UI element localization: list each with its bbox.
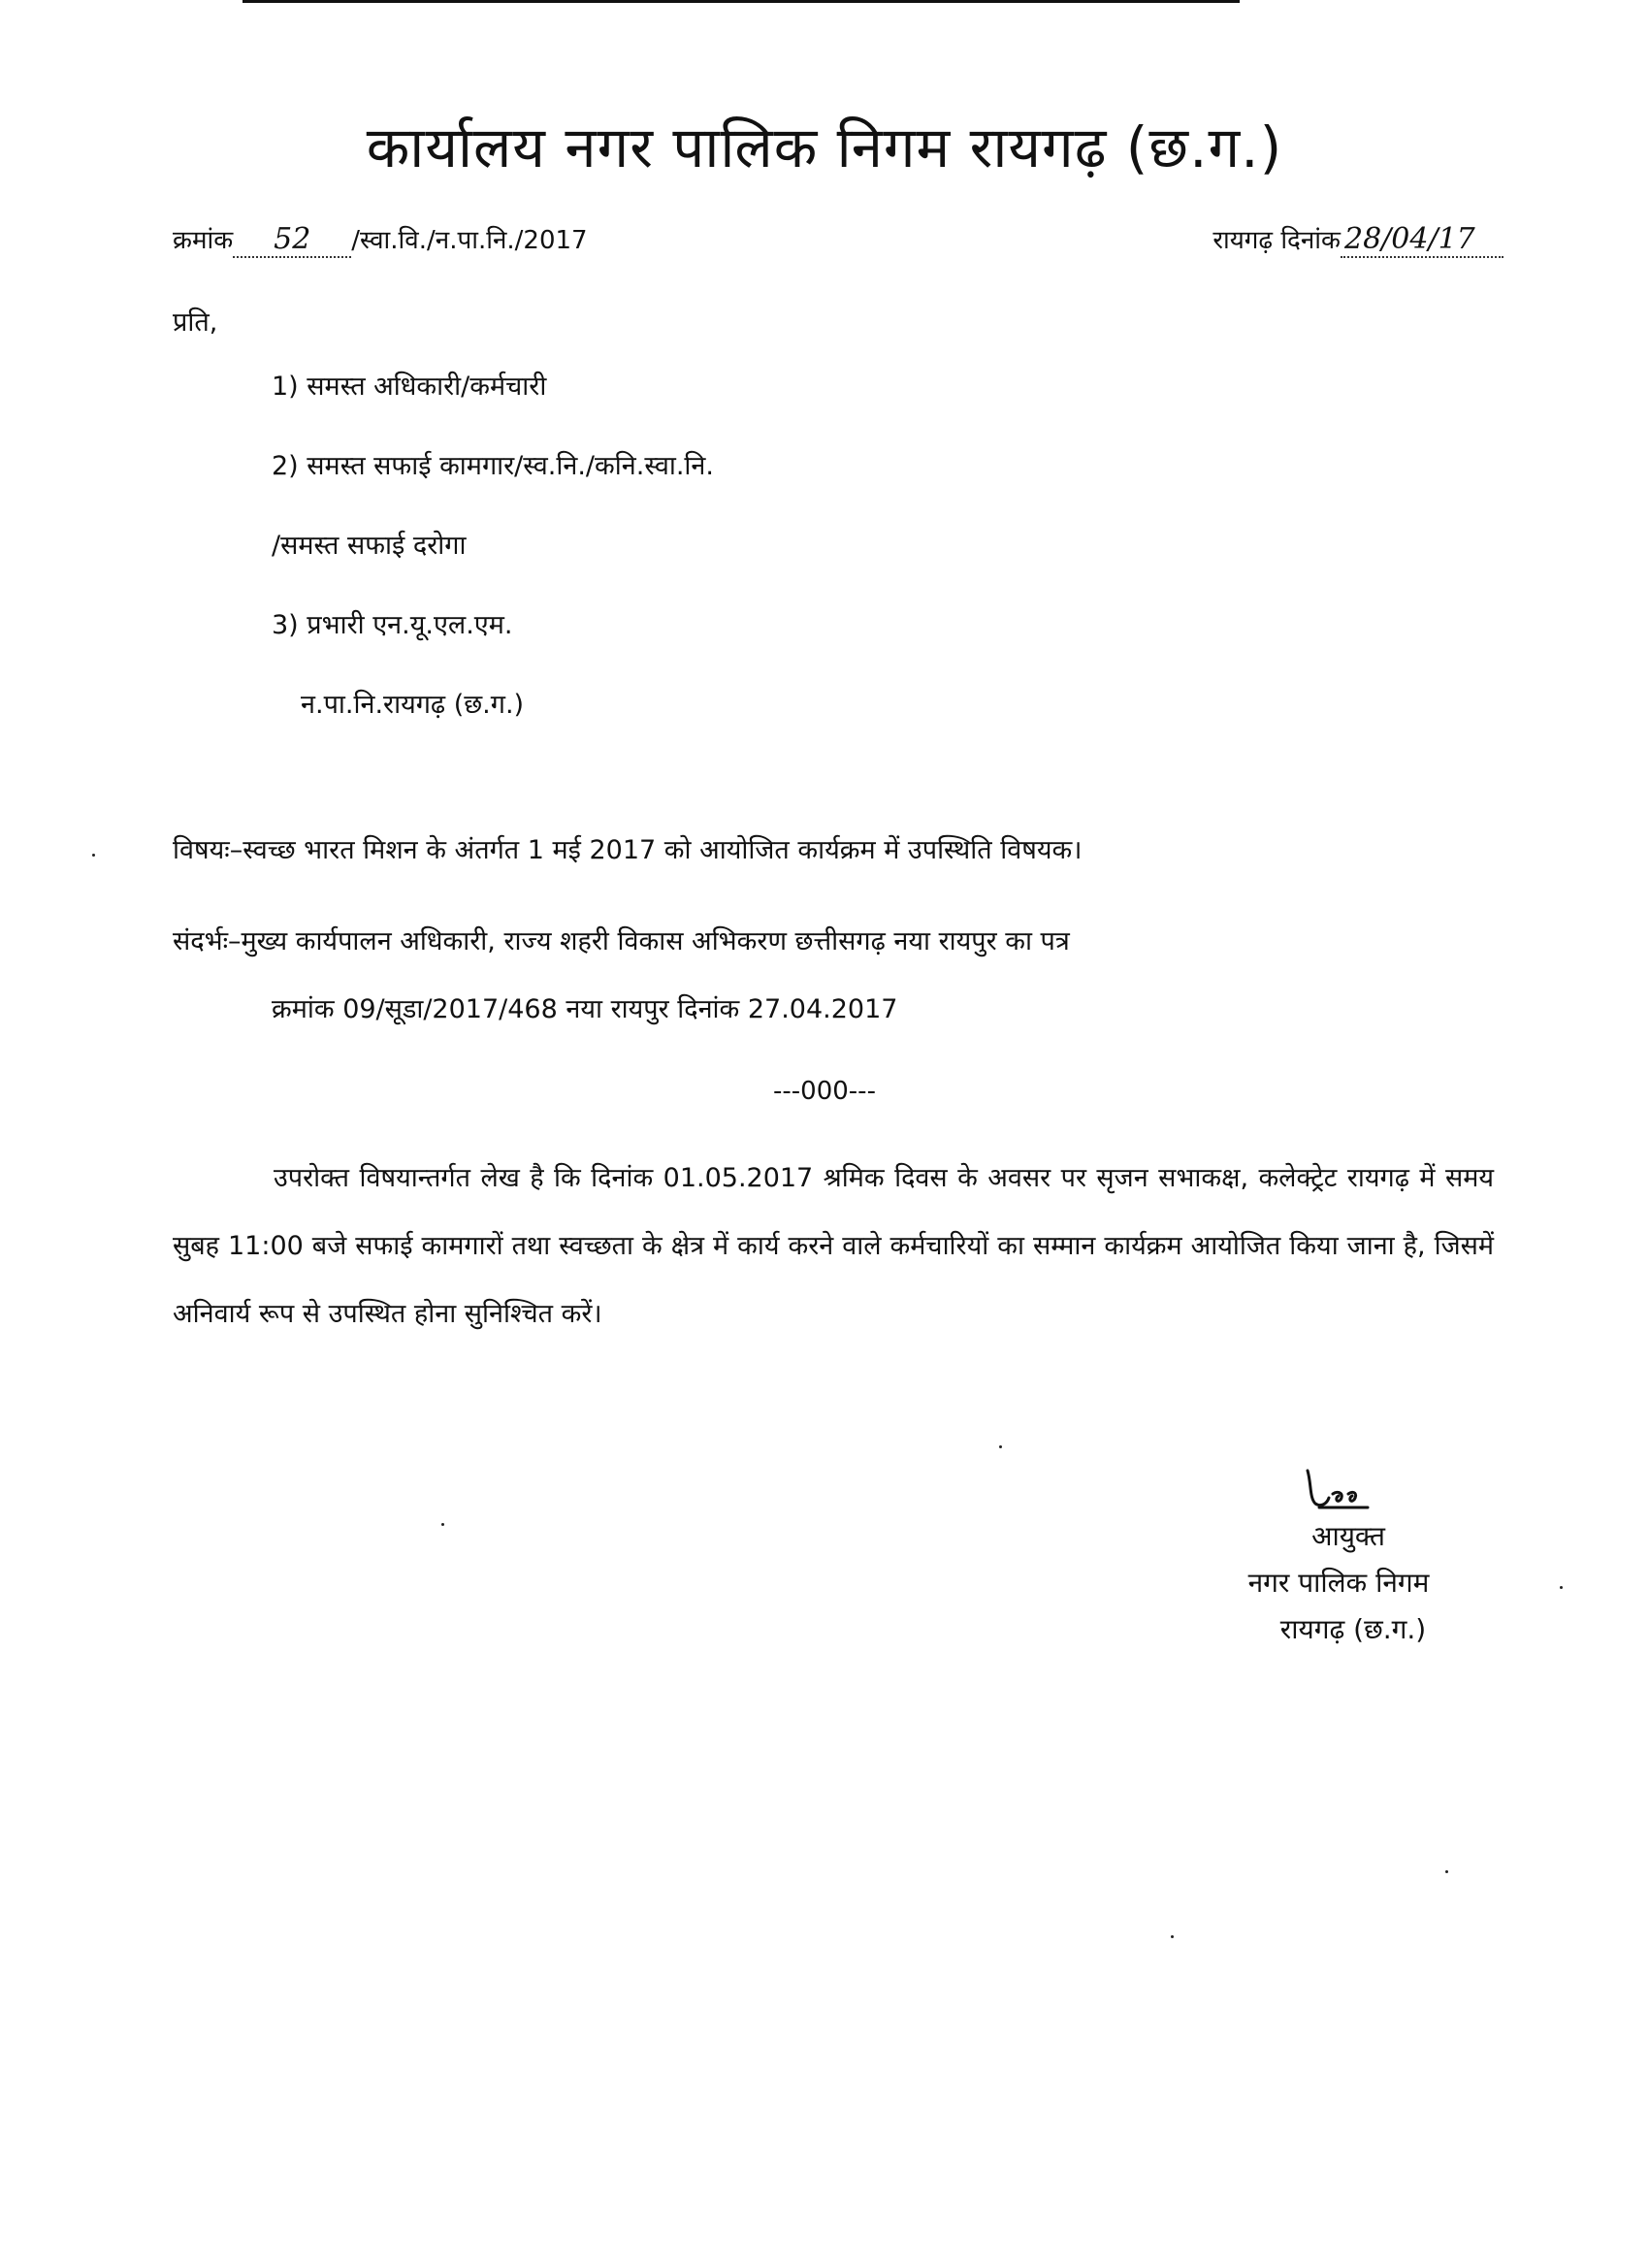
- recipient-list: [272, 373, 714, 771]
- addressee-heading: प्रति,: [173, 308, 218, 338]
- handwritten-signature: [1183, 1465, 1494, 1513]
- recipient-item: 2) समस्त सफाई कामगार/स्व.नि./कनि.स्वा.नि.: [272, 451, 714, 481]
- recipient-item: न.पा.नि.रायगढ़ (छ.ग.): [301, 690, 525, 720]
- top-rule-fragment: [1191, 0, 1240, 3]
- scan-speck: [441, 1523, 444, 1526]
- recipient-item: 3) प्रभारी एन.यू.एल.एम.: [272, 610, 513, 640]
- recipient-item: /समस्त सफाई दरोगा: [272, 531, 467, 561]
- signatory-designation: आयुक्त: [1311, 1520, 1385, 1552]
- reference-letter-line-1: संदर्भः–मुख्य कार्यपालन अधिकारी, राज्य शहरी विकास अभिकरण छत्तीसगढ़ नया रायपुर का पत्र: [173, 926, 1070, 956]
- kramank-suffix: /स्वा.वि./न.पा.नि./2017: [351, 226, 588, 255]
- kramank-label: क्रमांक: [173, 226, 234, 255]
- reference-number-line: [173, 221, 588, 258]
- reference-letter-line-2: क्रमांक 09/सूडा/2017/468 नया रायपुर दिनांक 27.04.2017: [272, 994, 898, 1024]
- scan-speck: [1560, 1586, 1563, 1589]
- scan-speck: [92, 854, 95, 857]
- place-date-label: रायगढ़ दिनांक: [1212, 226, 1341, 255]
- top-rule: [242, 0, 1203, 3]
- place-date-line: [1212, 221, 1504, 258]
- recipient-item: 1) समस्त अधिकारी/कर्मचारी: [272, 372, 547, 402]
- section-separator: ---000---: [773, 1077, 876, 1106]
- handwritten-date: 28/04/17: [1341, 222, 1504, 258]
- scan-speck: [1445, 1870, 1448, 1873]
- letter-body: उपरोक्त विषयान्तर्गत लेख है कि दिनांक 01.05.2017 श्रमिक दिवस के अवसर पर सृजन सभाकक्ष, कलेक्ट्रेट रायगढ़ में समय सुबह 11:00 बजे सफाई कामगारों तथा स्वच्छता के क्षेत्र में कार्य करने वाले कर्मचारियों का सम्मान कार्यक्रम आयोजित किया जाना है, जिसमें अनिवार्य रूप से उपस्थित होना सुनिश्चित करें।: [173, 1163, 1494, 1329]
- signatory-place: रायगढ़ (छ.ग.): [1279, 1613, 1427, 1645]
- signature-block: [1183, 1465, 1494, 1653]
- scan-speck: [1171, 1935, 1174, 1938]
- kramank-handwritten-number: 52: [233, 222, 351, 258]
- scan-speck: [999, 1445, 1002, 1448]
- office-title: कार्यालय नगर पालिक निगम रायगढ़ (छ.ग.): [366, 114, 1283, 180]
- subject-line: विषयः–स्वच्छ भारत मिशन के अंतर्गत 1 मई 2017 को आयोजित कार्यक्रम में उपस्थिति विषयक।: [173, 835, 1083, 865]
- signatory-office: नगर पालिक निगम: [1247, 1567, 1430, 1599]
